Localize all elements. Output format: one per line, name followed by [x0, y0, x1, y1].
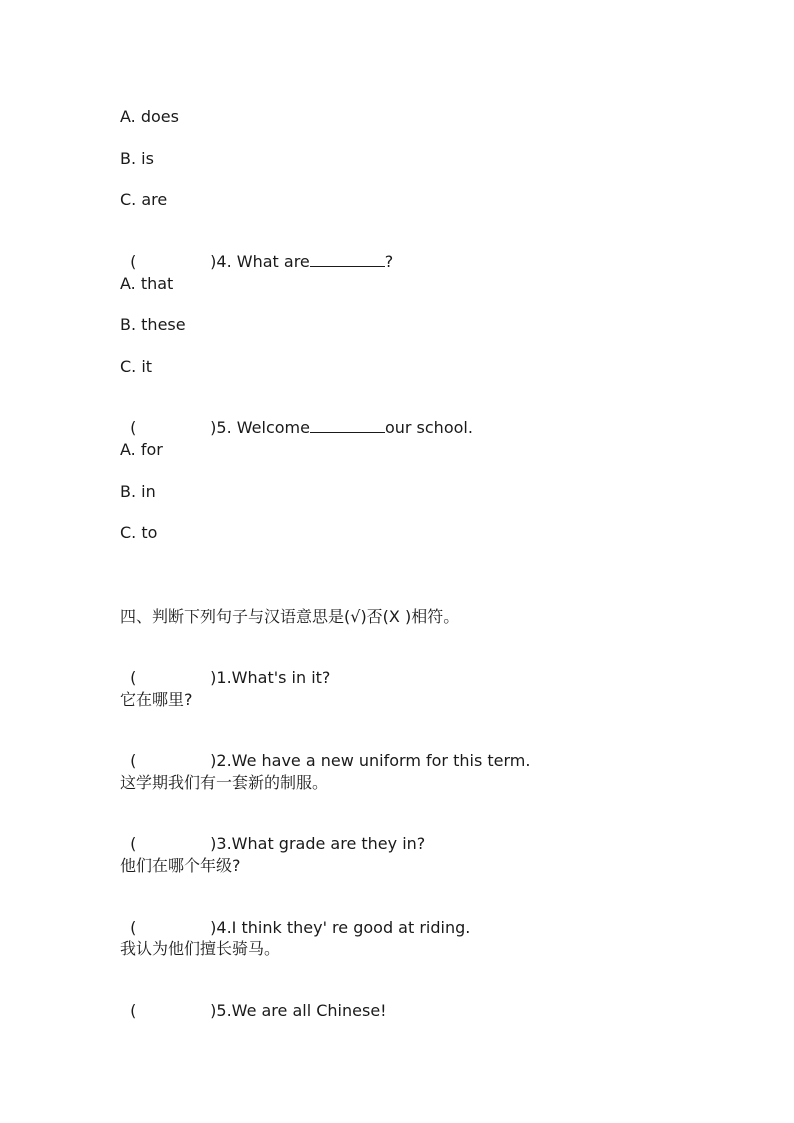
- q4-option-c: C. it: [120, 357, 153, 376]
- judge-translation-3: 他们在哪个年级?: [120, 856, 241, 875]
- q3-option-a: A. does: [120, 107, 179, 126]
- answer-blank: [310, 418, 385, 433]
- answer-paren-open: (: [130, 252, 137, 271]
- q5-option-c: C. to: [120, 523, 158, 542]
- judge-item-1: [120, 648, 330, 688]
- answer-paren-open: (: [130, 918, 137, 937]
- judge-translation-4: 我认为他们擅长骑马。: [120, 939, 281, 958]
- question-4-stem: )4. What are: [210, 252, 310, 271]
- answer-paren-open: (: [130, 1001, 137, 1020]
- q5-option-a: A. for: [120, 440, 163, 459]
- judge-translation-1: 它在哪里?: [120, 690, 193, 709]
- question-4-end: ?: [384, 252, 394, 271]
- judge-sentence: )2.We have a new uniform for this term.: [210, 751, 531, 770]
- answer-paren-open: (: [130, 751, 137, 770]
- answer-paren-open: (: [130, 668, 137, 687]
- judge-item-3: [120, 814, 425, 854]
- q4-option-a: A. that: [120, 274, 174, 293]
- q4-option-b: B. these: [120, 315, 186, 334]
- judge-item-2: [120, 731, 530, 771]
- q3-option-b: B. is: [120, 149, 154, 168]
- judge-item-5: [120, 981, 387, 1021]
- question-4: [120, 232, 393, 272]
- section-4-heading: 四、判断下列句子与汉语意思是(√)否(X )相符。: [120, 607, 460, 626]
- q5-option-b: B. in: [120, 482, 156, 501]
- judge-sentence: )3.What grade are they in?: [210, 834, 426, 853]
- judge-item-4: [120, 898, 470, 938]
- answer-paren-open: (: [130, 418, 137, 437]
- question-5-stem: )5. Welcome: [210, 418, 310, 437]
- judge-translation-2: 这学期我们有一套新的制服。: [120, 773, 329, 792]
- judge-sentence: )5.We are all Chinese!: [210, 1001, 387, 1020]
- judge-sentence: )4.I think they' re good at riding.: [210, 918, 471, 937]
- answer-blank: [310, 252, 385, 267]
- q3-option-c: C. are: [120, 190, 168, 209]
- judge-sentence: )1.What's in it?: [210, 668, 331, 687]
- answer-paren-open: (: [130, 834, 137, 853]
- question-5: [120, 398, 473, 438]
- question-5-end: our school.: [384, 418, 473, 437]
